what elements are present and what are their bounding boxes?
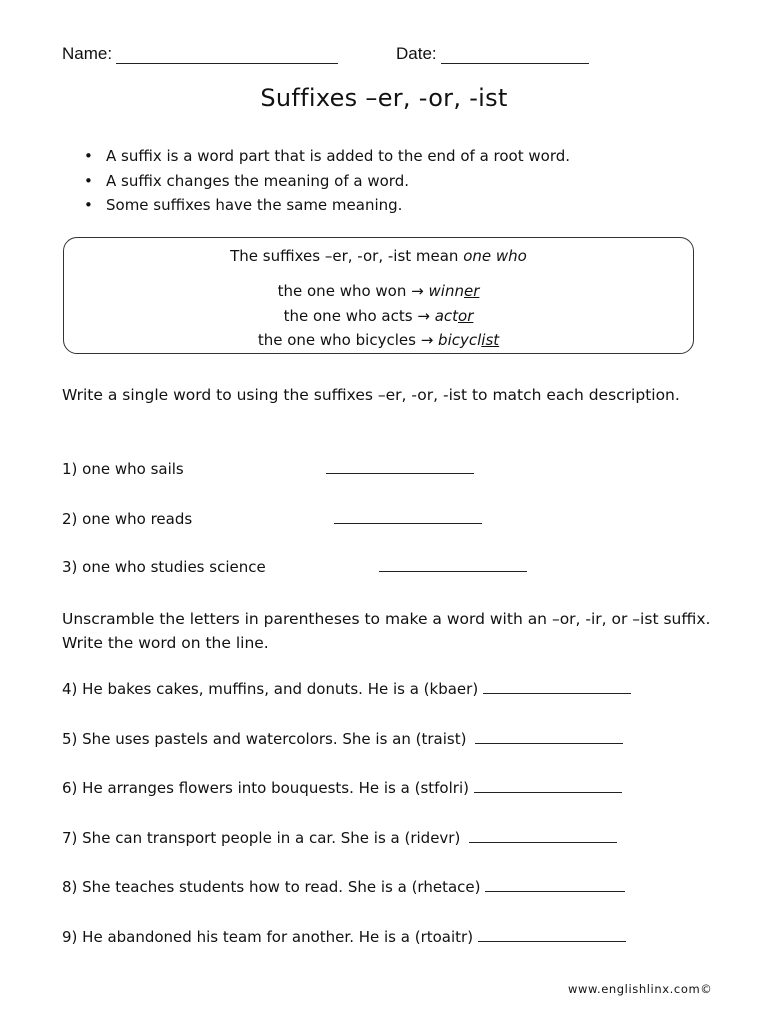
suffix-example-box bbox=[63, 237, 694, 354]
word-root: winn bbox=[428, 282, 464, 300]
example-line bbox=[64, 304, 693, 329]
date-field bbox=[396, 44, 589, 64]
question-text: 7) She can transport people in a car. She is a (ridevr) bbox=[62, 829, 461, 847]
bullet-list bbox=[84, 144, 570, 218]
page-title: Suffixes –er, -or, -ist bbox=[260, 84, 508, 112]
question-text: 3) one who studies science bbox=[62, 558, 266, 576]
name-line bbox=[116, 49, 338, 64]
question-text: 9) He abandoned his team for another. He is a (rtoaitr) bbox=[62, 928, 474, 946]
bullet-item: • Some suffixes have the same meaning. bbox=[84, 193, 570, 218]
example-word bbox=[438, 331, 499, 349]
arrow-icon: → bbox=[420, 331, 434, 349]
question-text: 8) She teaches students how to read. She is a (rhetace) bbox=[62, 878, 481, 896]
bullet-item: • A suffix changes the meaning of a word. bbox=[84, 169, 570, 194]
word-suffix: or bbox=[458, 306, 474, 325]
example-list bbox=[64, 279, 693, 353]
answer-line[interactable] bbox=[326, 460, 474, 474]
question-text: 6) He arranges flowers into bouquests. He is a (stfolri) bbox=[62, 779, 469, 797]
answer-line[interactable] bbox=[475, 730, 623, 744]
word-suffix: ist bbox=[481, 331, 500, 349]
question-item bbox=[62, 829, 617, 847]
answer-line[interactable] bbox=[478, 928, 626, 942]
question-item bbox=[62, 730, 623, 748]
word-root: bicycl bbox=[438, 331, 482, 349]
section2-instructions: Unscramble the letters in parentheses to make a word with an –or, -ir, or –ist suffix. Write the word on the line. bbox=[62, 610, 711, 652]
arrow-icon: → bbox=[411, 282, 424, 300]
question-item bbox=[62, 558, 266, 576]
answer-line[interactable] bbox=[469, 829, 617, 843]
box-title-text: The suffixes –er, -or, -ist mean bbox=[230, 247, 464, 265]
question-text: 4) He bakes cakes, muffins, and donuts. He is a (kbaer) bbox=[62, 680, 479, 698]
example-phrase: the one who bicycles bbox=[257, 331, 416, 349]
date-label: Date: bbox=[396, 44, 437, 63]
question-text: 1) one who sails bbox=[62, 460, 184, 478]
footer-credit: www.englishlinx.com© bbox=[568, 982, 713, 996]
section1-instructions: Write a single word to using the suffixes –er, -or, -ist to match each description. bbox=[62, 386, 680, 404]
answer-line[interactable] bbox=[483, 680, 631, 694]
example-word bbox=[429, 282, 480, 300]
box-title bbox=[64, 247, 693, 265]
arrow-icon: → bbox=[417, 306, 430, 325]
word-suffix: er bbox=[463, 282, 480, 300]
bullet-item: • A suffix is a word part that is added to the end of a root word. bbox=[84, 144, 570, 169]
question-item bbox=[62, 460, 184, 478]
answer-line[interactable] bbox=[485, 878, 625, 892]
question-item bbox=[62, 928, 626, 946]
date-line bbox=[441, 49, 589, 64]
question-item bbox=[62, 779, 622, 797]
question-text: 5) She uses pastels and watercolors. She is an (traist) bbox=[62, 730, 467, 748]
question-item bbox=[62, 878, 625, 896]
word-root: act bbox=[434, 306, 459, 325]
box-title-italic: one who bbox=[463, 247, 527, 265]
example-word bbox=[435, 307, 474, 325]
question-item bbox=[62, 680, 631, 698]
answer-line[interactable] bbox=[474, 779, 622, 793]
answer-line[interactable] bbox=[334, 510, 482, 524]
question-text: 2) one who reads bbox=[62, 510, 193, 528]
example-phrase: the one who acts bbox=[283, 306, 413, 325]
answer-line[interactable] bbox=[379, 558, 527, 572]
question-item bbox=[62, 510, 192, 528]
example-phrase: the one who won bbox=[277, 282, 407, 300]
example-line bbox=[64, 279, 693, 304]
name-label: Name: bbox=[62, 44, 113, 63]
header-row bbox=[62, 44, 437, 64]
example-line bbox=[64, 328, 693, 353]
